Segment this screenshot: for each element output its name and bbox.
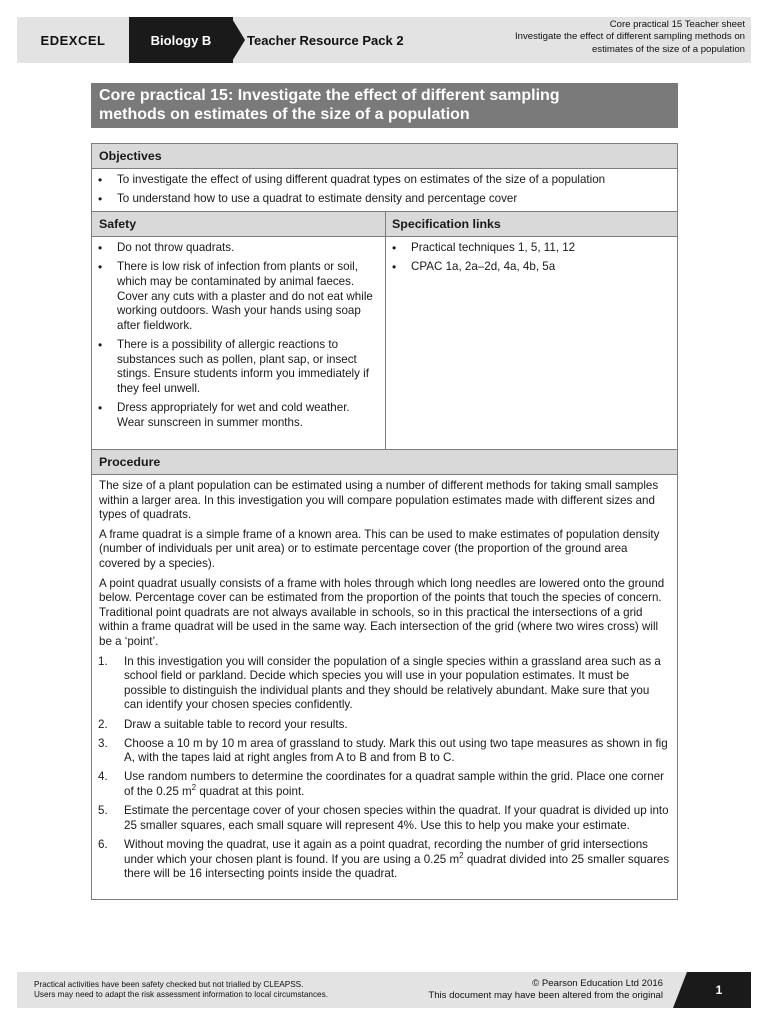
step-number: 3. bbox=[98, 736, 108, 750]
step-number: 2. bbox=[98, 717, 108, 731]
procedure-paragraph: A frame quadrat is a simple frame of a known area. This can be used to make estimates of population density (number of individuals per unit area) or to estimate percentage cover (the proportion of the ground area covered by a species). bbox=[99, 527, 660, 570]
step-text: Choose a 10 m by 10 m area of grassland to study. Mark this out using two tape measures as shown in fig A, with the tapes laid at right angles from A to B and from B to C. bbox=[124, 736, 668, 765]
spec-links-cell bbox=[386, 241, 677, 280]
safety-item: • There is a possibility of allergic reactions to substances such as pollen, plant sap, or insect stings. Ensure students inform you immediately if they feel unwell. bbox=[92, 338, 375, 396]
objective-item: • To understand how to use a quadrat to estimate density and percentage cover bbox=[92, 192, 673, 207]
title-line-2: methods on estimates of the size of a population bbox=[99, 106, 470, 123]
safety-item: • Dress appropriately for wet and cold weather. Wear sunscreen in summer months. bbox=[92, 401, 375, 430]
footer-legal bbox=[428, 978, 663, 1002]
sheet-info bbox=[455, 19, 745, 56]
footer-note-2: Users may need to adapt the risk assessment information to local circumstances. bbox=[34, 990, 328, 1000]
step-number: 5. bbox=[98, 804, 108, 818]
page-footer bbox=[17, 972, 751, 1008]
page-header bbox=[17, 17, 751, 63]
procedure-paragraph: A point quadrat usually consists of a frame with holes through which long needles are lowered onto the ground below. Percentage cover can be estimated from the proportion of the points that touch the species of concern. Traditional point quadrats are not always available in schools, so in this practical the intersections of a grid within a frame quadrat will be used in the same way. Each intersection of the grid (where two wires cross) will be a ‘point’. bbox=[99, 576, 665, 648]
superscript: 2 bbox=[459, 850, 464, 860]
step-number: 1. bbox=[98, 654, 108, 668]
spec-links-list bbox=[386, 241, 677, 275]
safety-list bbox=[92, 241, 375, 431]
procedure-step bbox=[99, 804, 671, 833]
procedure-step bbox=[99, 737, 671, 766]
procedure-steps bbox=[99, 655, 671, 882]
objective-item: • To investigate the effect of using different quadrat types on estimates of the size of a population bbox=[92, 173, 673, 188]
header-arrow-shape bbox=[231, 17, 245, 63]
divider bbox=[92, 474, 677, 475]
sheet-subtitle-line-1: Investigate the effect of different sampling methods on bbox=[514, 31, 745, 43]
practical-table bbox=[91, 143, 678, 900]
procedure-heading: Procedure bbox=[92, 450, 677, 474]
pack-label: Teacher Resource Pack 2 bbox=[247, 32, 404, 48]
step-text: Estimate the percentage cover of your chosen species within the quadrat. If your quadrat is divided up into 25 smaller squares, each small square will represent 4%. Use this to help you make your estimate. bbox=[124, 804, 669, 832]
objectives-heading: Objectives bbox=[92, 144, 677, 168]
step-text: Use random numbers to determine the coordinates for a quadrat sample within the grid. Place one corner of the 0.25 m bbox=[124, 770, 665, 799]
step-text: Draw a suitable table to record your results. bbox=[124, 717, 348, 731]
spec-link-item: • CPAC 1a, 2a–2d, 4a, 4b, 5a bbox=[386, 260, 677, 275]
page-number: 1 bbox=[687, 972, 751, 1008]
safety-cell bbox=[92, 241, 385, 435]
safety-item: • Do not throw quadrats. bbox=[92, 241, 375, 256]
step-number: 6. bbox=[98, 838, 108, 852]
subject-label: Biology B bbox=[129, 17, 233, 63]
copyright-text: © Pearson Education Ltd 2016 bbox=[532, 978, 663, 989]
title-line-1: Core practical 15: Investigate the effect of different sampling bbox=[99, 87, 560, 104]
objectives-cell bbox=[92, 173, 677, 212]
objectives-list bbox=[92, 173, 673, 207]
superscript: 2 bbox=[191, 783, 197, 793]
footer-notes bbox=[34, 980, 328, 1001]
spec-link-item: • Practical techniques 1, 5, 11, 12 bbox=[386, 241, 677, 256]
safety-item: • There is low risk of infection from plants or soil, which may be contaminated by animal faeces. Cover any cuts with a plaster and do not eat while working outdoors. Wash your hands using soap after fieldwork. bbox=[92, 260, 375, 333]
alteration-notice: This document may have been altered from the original bbox=[428, 989, 663, 1001]
spec-links-heading: Specification links bbox=[392, 217, 501, 231]
divider bbox=[92, 168, 677, 169]
page-title bbox=[91, 83, 678, 128]
procedure-cell bbox=[99, 479, 671, 886]
publisher-label: EDEXCEL bbox=[40, 32, 106, 48]
procedure-step bbox=[99, 770, 671, 799]
procedure-step bbox=[99, 718, 671, 733]
step-text: Without moving the quadrat, use it again as a point quadrat, recording the number of grid intersections under which your chosen plant is found. If you are using a 0.25 m bbox=[124, 838, 648, 866]
procedure-paragraph: The size of a plant population can be estimated using a number of different methods for taking small samples within a larger area. In this investigation you will compare population estimates made with different sizes and types of quadrats. bbox=[99, 479, 659, 522]
step-text: quadrat divided into 25 smaller squares there will be 16 intersecting points inside the quadrat. bbox=[124, 852, 670, 881]
footer-note-1: Practical activities have been safety checked but not trialled by CLEAPSS. bbox=[34, 980, 304, 989]
step-text: quadrat at this point. bbox=[196, 785, 305, 799]
sheet-type: Core practical 15 Teacher sheet bbox=[609, 19, 745, 30]
step-text: In this investigation you will consider the population of a single species within a grassland area such as a school field or parkland. Decide which species you will use in your population estimates. It must be possible to distinguish the individual plants and they should be relatively abundant. Make sure that you can identify your chosen species confidently. bbox=[124, 654, 661, 712]
step-number: 4. bbox=[98, 770, 108, 784]
safety-heading: Safety bbox=[99, 217, 137, 231]
procedure-step bbox=[99, 655, 671, 713]
page-number-notch bbox=[673, 972, 687, 1008]
sheet-subtitle-line-2: estimates of the size of a population bbox=[591, 43, 745, 55]
procedure-step bbox=[99, 838, 671, 882]
